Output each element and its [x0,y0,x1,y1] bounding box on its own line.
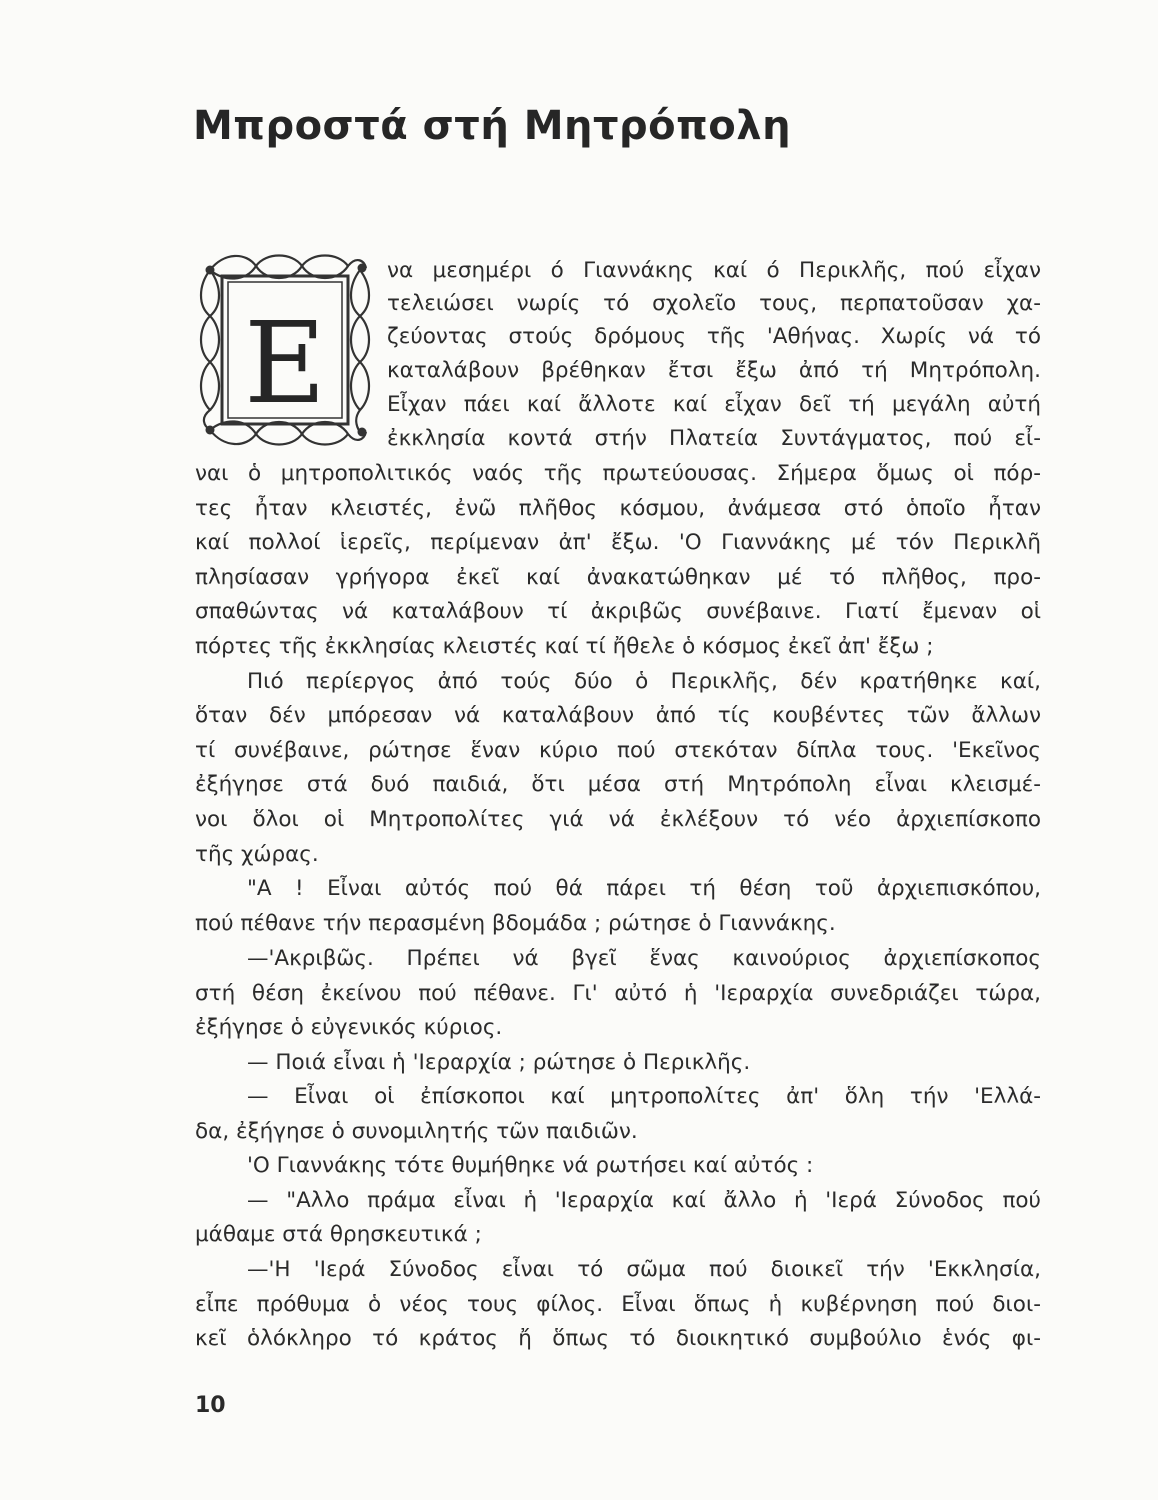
page-number: 10 [195,1393,226,1418]
text-line: σπαθώντας νά καταλάβουν τί ἀκριβῶς συνέβαινε. Γιατί ἔμεναν οἱ [195,599,1041,624]
text-line: ναι ὁ μητροπολιτικός ναός τῆς πρωτεύουσας. Σήμερα ὅμως οἱ πόρ- [195,461,1041,486]
text-line: πόρτες τῆς ἐκκλησίας κλειστές καί τί ἤθελε ὁ κόσμος ἐκεῖ ἀπ' ἔξω ; [195,634,934,659]
text-line: ἐξήγησε στά δυό παιδιά, ὅτι μέσα στή Μητρόπολη εἶναι κλεισμέ- [195,772,1041,797]
text-line: στή θέση ἐκείνου πού πέθανε. Γι' αὐτό ἡ 'Ιεραρχία συνεδριάζει τώρα, [195,981,1041,1006]
text-line: καταλάβουν βρέθηκαν ἔτσι ἔξω ἀπό τή Μητρόπολη. [387,358,1041,383]
text-line: τί συνέβαινε, ρώτησε ἕναν κύριο πού στεκόταν δίπλα τους. 'Εκεῖνος [195,738,1041,763]
text-line: καί πολλοί ἱερεῖς, περίμεναν ἀπ' ἔξω. 'Ο Γιαννάκης μέ τόν Περικλῆ [195,530,1041,555]
text-line: ζεύοντας στούς δρόμους τῆς 'Αθήνας. Χωρίς νά τό [387,324,1041,349]
text-line: 'Ο Γιαννάκης τότε θυμήθηκε νά ρωτήσει καί αὐτός : [247,1153,814,1178]
text-line: Πιό περίεργος ἀπό τούς δύο ὁ Περικλῆς, δέν κρατήθηκε καί, [247,669,1041,694]
text-line: Εἶχαν πάει καί ἄλλοτε καί εἶχαν δεῖ τή μεγάλη αὐτή [387,392,1041,417]
dropcap-letter: Ε [244,299,326,429]
text-line: — Ποιά εἶναι ἡ 'Ιεραρχία ; ρώτησε ὁ Περικλῆς. [247,1050,751,1075]
text-line: τῆς χώρας. [195,842,319,867]
text-line: ἐξήγησε ὁ εὐγενικός κύριος. [195,1015,503,1040]
text-line: δα, ἐξήγησε ὁ συνομιλητής τῶν παιδιῶν. [195,1119,638,1144]
text-line: ὅταν δέν μπόρεσαν νά καταλάβουν ἀπό τίς κουβέντες τῶν ἄλλων [195,703,1041,728]
text-line: —'Η 'Ιερά Σύνοδος εἶναι τό σῶμα πού διοικεῖ τήν 'Εκκλησία, [247,1257,1041,1282]
text-line: — Εἶναι οἱ ἐπίσκοποι καί μητροπολίτες ἀπ' ὅλη τήν 'Ελλά- [247,1084,1041,1109]
text-line: μάθαμε στά θρησκευτικά ; [195,1222,482,1247]
text-line: εἶπε πρόθυμα ὁ νέος τους φίλος. Εἶναι ὅπως ἡ κυβέρνηση πού διοι- [195,1292,1041,1317]
text-line: πού πέθανε τήν περασμένη βδομάδα ; ρώτησε ὁ Γιαννάκης. [195,911,836,936]
text-line: τες ἦταν κλειστές, ἐνῶ πλῆθος κόσμου, ἀνάμεσα στό ὁποῖο ἦταν [195,496,1041,521]
text-line: "Α ! Εἶναι αὐτός πού θά πάρει τή θέση τοῦ ἀρχιεπισκόπου, [247,876,1041,901]
text-line: —'Ακριβῶς. Πρέπει νά βγεῖ ἕνας καινούριος ἀρχιεπίσκοπος [247,946,1041,971]
text-line: πλησίασαν γρήγορα ἐκεῖ καί ἀνακατώθηκαν μέ τό πλῆθος, προ- [195,565,1041,590]
chapter-title: Μπροστά στή Μητρόπολη [193,103,792,149]
text-line: — "Αλλο πράμα εἶναι ἡ 'Ιεραρχία καί ἄλλο ἡ 'Ιερά Σύνοδος πού [247,1188,1041,1213]
text-line: ἐκκλησία κοντά στήν Πλατεία Συντάγματος, πού εἶ- [387,426,1041,451]
text-line: κεῖ ὁλόκληρο τό κράτος ἤ ὅπως τό διοικητικό συμβούλιο ἑνός φι- [195,1326,1041,1351]
text-line: νοι ὅλοι οἱ Μητροπολίτες γιά νά ἐκλέξουν τό νέο ἀρχιεπίσκοπο [195,807,1041,832]
text-line: τελειώσει νωρίς τό σχολεῖο τους, περπατοῦσαν χα- [387,291,1041,316]
dropcap-ornament [196,252,374,448]
ornamental-dropcap [196,252,374,448]
text-line: να μεσημέρι ό Γιαννάκης καί ό Περικλῆς, πού εἶχαν [387,258,1041,283]
